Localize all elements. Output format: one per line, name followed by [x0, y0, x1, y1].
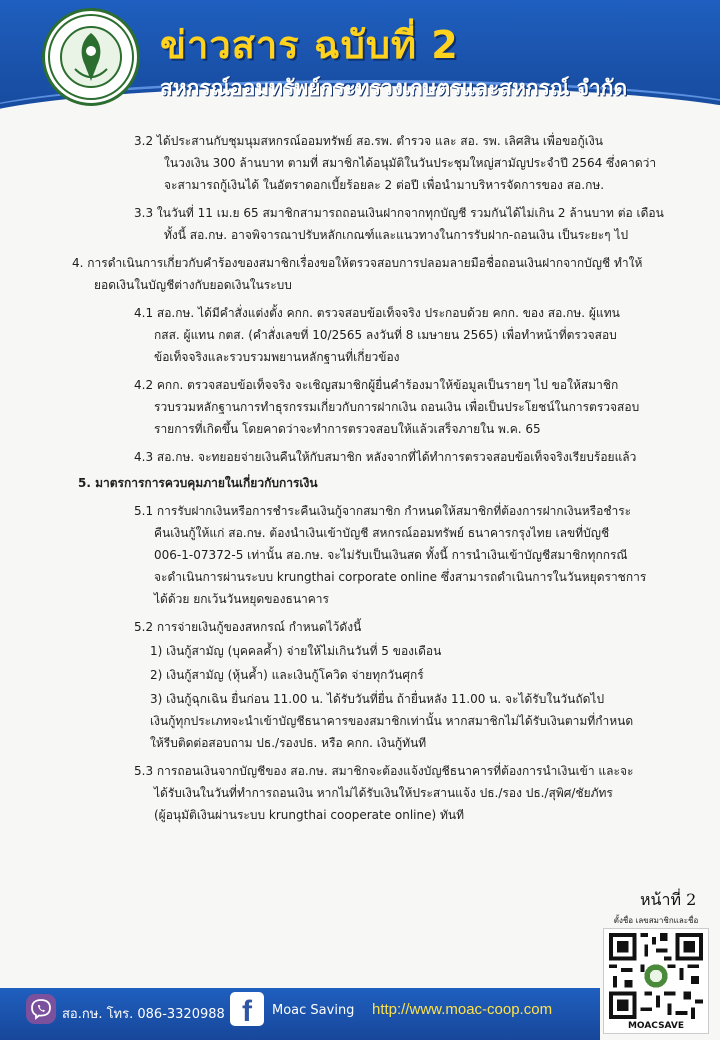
qr-label: MOACSAVE — [627, 1021, 685, 1031]
text-line: รายการที่เกิดขึ้น โดยคาดว่าจะทำการตรวจสอบให้แล้วเสร็จภายใน พ.ค. 65 — [154, 422, 541, 436]
section-heading: 5. มาตรการการควบคุมภายในเกี่ยวกับการเงิน — [78, 476, 318, 490]
organization-name: สหกรณ์ออมทรัพย์กระทรวงเกษตรและสหกรณ์ จำกัด — [160, 76, 628, 100]
viber-icon — [26, 994, 56, 1024]
text-line: 3.3 ในวันที่ 11 เม.ย 65 สมาชิกสามารถถอนเงินฝากจากทุกบัญชี รวมกันได้ไม่เกิน 2 ล้านบาท ต่อ เดือน — [134, 206, 664, 220]
cooperative-logo — [42, 8, 140, 106]
footer-facebook[interactable]: Moac Saving — [272, 1003, 355, 1018]
text-line: ได้ด้วย ยกเว้นวันหยุดของธนาคาร — [154, 592, 329, 606]
page-footer — [0, 988, 600, 1040]
text-line: ข้อเท็จจริงและรวบรวมพยานหลักฐานที่เกี่ยวข้อง — [154, 350, 400, 364]
text-line: 4. การดำเนินการเกี่ยวกับคำร้องของสมาชิกเรื่องขอให้ตรวจสอบการปลอมลายมือชื่อถอนเงินฝากจากบัญชี ทำให้ — [72, 256, 643, 270]
qr-pattern-icon — [608, 933, 704, 1019]
text-line: คืนเงินกู้ให้แก่ สอ.กษ. ต้องนำเงินเข้าบัญชี สหกรณ์ออมทรัพย์ ธนาคารกรุงไทย เลขที่บัญชี — [154, 526, 610, 540]
text-line: 5.3 การถอนเงินจากบัญชีของ สอ.กษ. สมาชิกจะต้องแจ้งบัญชีธนาคารที่ต้องการนำเงินเข้า และจะ — [134, 764, 634, 778]
text-line: จะดำเนินการผ่านระบบ krungthai corporate online ซึ่งสามารถดำเนินการในวันหยุดราชการ — [154, 570, 647, 584]
text-line: ในวงเงิน 300 ล้านบาท ตามที่ สมาชิกได้อนุมัติในวันประชุมใหญ่สามัญประจำปี 2564 ซึ่งคาดว่า — [164, 156, 657, 170]
text-line: 4.1 สอ.กษ. ได้มีคำสั่งแต่งตั้ง คกก. ตรวจสอบข้อเท็จจริง ประกอบด้วย คกก. ของ สอ.กษ. ผู้แทน — [134, 306, 620, 320]
text-line: (ผู้อนุมัติเงินผ่านระบบ krungthai cooperate online) ทันที — [154, 808, 465, 822]
text-line: เงินกู้ทุกประเภทจะนำเข้าบัญชีธนาคารของสมาชิกเท่านั้น หากสมาชิกไม่ได้รับเงินตามที่กำหนด — [150, 714, 634, 728]
list-item: 1) เงินกู้สามัญ (บุคคลค้ำ) จ่ายให้ไม่เกินวันที่ 5 ของเดือน — [150, 644, 442, 658]
text-line: 006-1-07372-5 เท่านั้น สอ.กษ. จะไม่รับเป็นเงินสด ทั้งนี้ การนำเงินเข้าบัญชีสมาชิกทุกกรณี — [154, 548, 628, 562]
text-line: 5.2 การจ่ายเงินกู้ของสหกรณ์ กำหนดไว้ดังนี้ — [134, 620, 362, 634]
qr-code[interactable] — [603, 928, 709, 1034]
facebook-icon: f — [230, 992, 264, 1026]
text-line: 4.2 คกก. ตรวจสอบข้อเท็จจริง จะเชิญสมาชิกผู้ยื่นคำร้องมาให้ข้อมูลเป็นรายๆ ไป ขอให้สมาชิก — [134, 378, 619, 392]
text-line: จะสามารถกู้เงินได้ ในอัตราดอกเบี้ยร้อยละ 2 ต่อปี เพื่อนำมาบริหารจัดการของ สอ.กษ. — [164, 178, 605, 192]
qr-caption: ตั้งชื่อ เลขสมาชิกและชื่อ — [613, 916, 699, 925]
list-item: 3) เงินกู้ฉุกเฉิน ยื่นก่อน 11.00 น. ได้รับวันที่ยื่น ถ้ายื่นหลัง 11.00 น. จะได้รับในวันถัดไป — [150, 692, 605, 706]
text-line: 4.3 สอ.กษ. จะทยอยจ่ายเงินคืนให้กับสมาชิก หลังจากที่ได้ทำการตรวจสอบข้อเท็จจริงเรียบร้อยแล้ว — [134, 450, 637, 464]
text-line: 3.2 ได้ประสานกับชุมนุมสหกรณ์ออมทรัพย์ สอ.รพ. ตำรวจ และ สอ. รพ. เลิศสิน เพื่อขอกู้เงิน — [134, 134, 603, 148]
text-line: กสส. ผู้แทน กตส. (คำสั่งเลขที่ 10/2565 ลงวันที่ 8 เมษายน 2565) เพื่อทำหน้าที่ตรวจสอบ — [154, 328, 617, 342]
page-title: ข่าวสาร ฉบับที่ 2 — [160, 23, 459, 67]
footer-website-link[interactable]: http://www.moac-coop.com — [372, 1001, 553, 1018]
list-item: 2) เงินกู้สามัญ (หุ้นค้ำ) และเงินกู้โควิด จ่ายทุกวันศุกร์ — [150, 668, 424, 682]
footer-phone: สอ.กษ. โทร. 086-3320988 — [62, 1007, 225, 1022]
text-line: ให้รีบติดต่อสอบถาม ปธ./รองปธ. หรือ คกก. เงินกู้ทันที — [150, 736, 427, 750]
text-line: ยอดเงินในบัญชีต่างกับยอดเงินในระบบ — [94, 278, 292, 292]
text-line: 5.1 การรับฝากเงินหรือการชำระคืนเงินกู้จากสมาชิก กำหนดให้สมาชิกที่ต้องการฝากเงินหรือชำระ — [134, 504, 632, 518]
page-header — [0, 0, 720, 122]
text-line: ได้รับเงินในวันที่ทำการถอนเงิน หากไม่ได้รับเงินให้ประสานแจ้ง ปธ./รอง ปธ./สุพิศ/ชัยภัทร — [154, 786, 613, 800]
page-number: หน้าที่ 2 — [640, 890, 697, 909]
text-line: รวบรวมหลักฐานการทำธุรกรรมเกี่ยวกับการฝากเงิน ถอนเงิน เพื่อเป็นประโยชน์ในการตรวจสอบ — [154, 400, 640, 414]
text-line: ทั้งนี้ สอ.กษ. อาจพิจารณาปรับหลักเกณฑ์และแนวทางในการรับฝาก-ถอนเงิน เป็นระยะๆ ไป — [164, 228, 629, 242]
